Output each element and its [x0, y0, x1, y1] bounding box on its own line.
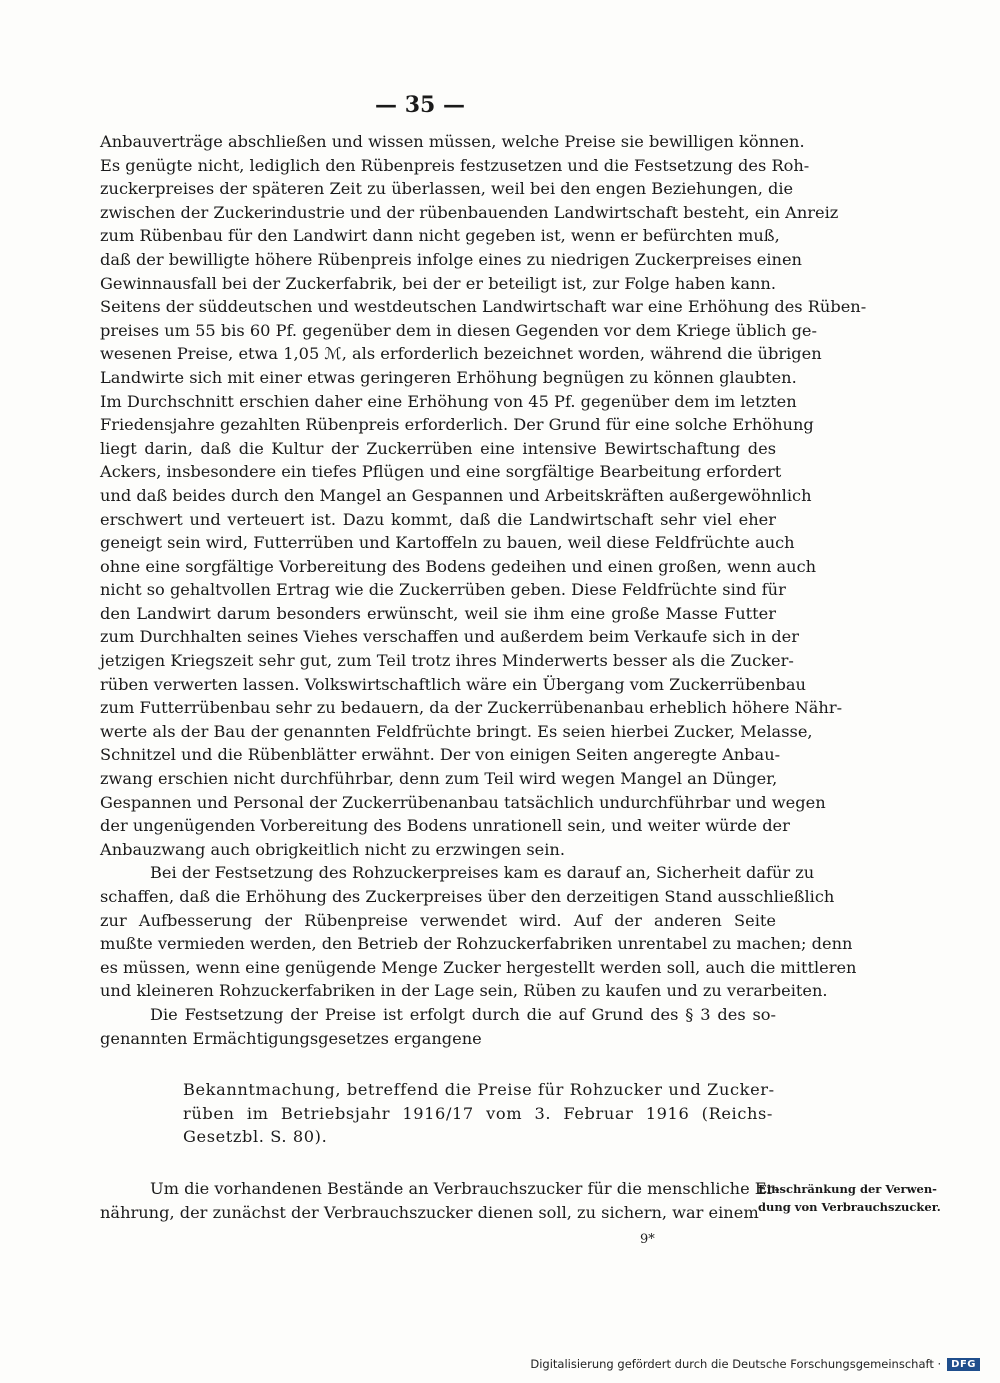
text-line: und daß beides durch den Mangel an Gespannen und Arbeitskräften außergewöhnlich: [100, 485, 812, 505]
text-line: Gewinnausfall bei der Zuckerfabrik, bei der er beteiligt ist, zur Folge haben kann.: [100, 273, 776, 293]
text-line: Anbauzwang auch obrigkeitlich nicht zu erzwingen sein.: [100, 839, 565, 859]
text-line: rüben im Betriebsjahr 1916/17 vom 3. Februar 1916 (Reichs-: [183, 1103, 773, 1123]
text-line: Friedensjahre gezahlten Rübenpreis erforderlich. Der Grund für eine solche Erhöhung: [100, 415, 814, 435]
text-line: werte als der Bau der genannten Feldfrüchte bringt. Es seien hierbei Zucker, Melasse,: [100, 721, 813, 741]
text-line: Die Festsetzung der Preise ist erfolgt durch die auf Grund des § 3 des so-: [150, 1004, 776, 1024]
sheet-signature: 9*: [640, 1232, 655, 1247]
body-text: [100, 130, 867, 1050]
text-line: zwischen der Zuckerindustrie und der rübenbauenden Landwirtschaft besteht, ein Anreiz: [100, 202, 839, 222]
text-line: daß der bewilligte höhere Rübenpreis infolge eines zu niedrigen Zuckerpreises einen: [100, 249, 802, 269]
text-line: Schnitzel und die Rübenblätter erwähnt. Der von einigen Seiten angeregte Anbau-: [100, 745, 781, 765]
text-line: und kleineren Rohzuckerfabriken in der Lage sein, Rüben zu kaufen und zu verarbeiten.: [100, 981, 828, 1001]
text-line: Im Durchschnitt erschien daher eine Erhöhung von 45 Pf. gegenüber dem im letzten: [100, 391, 797, 411]
page-number: — 35 —: [375, 92, 465, 118]
text-line: Bei der Festsetzung des Rohzuckerpreises kam es darauf an, Sicherheit dafür zu: [150, 863, 815, 883]
text-line: nährung, der zunächst der Verbrauchszucker dienen soll, zu sichern, war einem: [100, 1202, 759, 1222]
text-line: Ackers, insbesondere ein tiefes Pflügen und eine sorgfältige Bearbeitung erfordert: [100, 462, 782, 482]
paragraph-2: [100, 861, 857, 1003]
text-line: zum Rübenbau für den Landwirt dann nicht gegeben ist, wenn er befürchten muß,: [100, 226, 780, 246]
text-line: zuckerpreises der späteren Zeit zu überlassen, weil bei den engen Beziehungen, die: [100, 179, 794, 199]
margin-note-line: Einschränkung der Verwen-: [758, 1182, 937, 1196]
text-line: nicht so gehaltvollen Ertrag wie die Zuckerrüben geben. Diese Feldfrüchte sind für: [100, 580, 786, 600]
text-line: geneigt sein wird, Futterrüben und Kartoffeln zu bauen, weil diese Feldfrüchte auch: [100, 533, 795, 553]
text-line: Gespannen und Personal der Zuckerrübenanbau tatsächlich undurchführbar und wegen: [100, 792, 826, 812]
text-line: erschwert und verteuert ist. Dazu kommt, daß die Landwirtschaft sehr viel eher: [100, 509, 776, 529]
decree-citation: [183, 1078, 773, 1149]
text-line: ohne eine sorgfältige Vorbereitung des Bodens gedeihen und einen großen, wenn auch: [100, 556, 817, 576]
text-line: mußte vermieden werden, den Betrieb der Rohzuckerfabriken unrentabel zu machen; denn: [100, 934, 853, 954]
text-line: Landwirte sich mit einer etwas geringeren Erhöhung begnügen zu können glaubten.: [100, 367, 797, 387]
text-line: liegt darin, daß die Kultur der Zuckerrüben eine intensive Bewirtschaftung des: [100, 438, 776, 458]
paragraph-3: [100, 1003, 776, 1050]
text-line: schaffen, daß die Erhöhung des Zuckerpreises über den derzeitigen Stand ausschließlich: [100, 887, 835, 906]
paragraph-4: [100, 1177, 780, 1224]
text-line: zum Durchhalten seines Viehes verschaffen und außerdem beim Verkaufe sich in der: [100, 627, 799, 647]
paragraph-1: [100, 130, 867, 861]
text-line: genannten Ermächtigungsgesetzes ergangene: [100, 1028, 482, 1048]
text-line: zwang erschien nicht durchführbar, denn zum Teil wird wegen Mangel an Dünger,: [100, 769, 778, 789]
text-line: preises um 55 bis 60 Pf. gegenüber dem in diesen Gegenden vor dem Kriege üblich ge-: [100, 320, 817, 340]
text-line: wesenen Preise, etwa 1,05 ℳ, als erforderlich bezeichnet worden, während die übrigen: [100, 344, 822, 364]
text-line: Es genügte nicht, lediglich den Rübenpreis festzusetzen und die Festsetzung des Roh-: [100, 155, 810, 175]
text-line: Bekanntmachung, betreffend die Preise für Rohzucker und Zucker-: [183, 1080, 775, 1099]
footer: [0, 1355, 980, 1373]
footer-credit: Digitalisierung gefördert durch die Deutsche Forschungsgemeinschaft ·: [530, 1357, 942, 1371]
text-line: Anbauverträge abschließen und wissen müssen, welche Preise sie bewilligen können.: [100, 132, 805, 151]
text-line: jetzigen Kriegszeit sehr gut, zum Teil trotz ihres Minderwerts besser als die Zucker-: [100, 651, 794, 671]
text-line: Gesetzbl. S. 80).: [183, 1127, 328, 1147]
margin-note: [758, 1180, 941, 1216]
text-line: Seitens der süddeutschen und westdeutschen Landwirtschaft war eine Erhöhung des Rüben-: [100, 297, 867, 317]
dfg-logo-icon: DFG: [947, 1358, 980, 1371]
text-line: den Landwirt darum besonders erwünscht, weil sie ihm eine große Masse Futter: [100, 603, 776, 623]
margin-note-line: dung von Verbrauchszucker.: [758, 1200, 941, 1214]
text-line: rüben verwerten lassen. Volkswirtschaftlich wäre ein Übergang vom Zuckerrübenbau: [100, 674, 806, 694]
text-line: Um die vorhandenen Bestände an Verbrauchszucker für die menschliche Er-: [150, 1179, 780, 1198]
text-line: der ungenügenden Vorbereitung des Bodens unrationell sein, und weiter würde der: [100, 816, 790, 836]
text-line: zur Aufbesserung der Rübenpreise verwendet wird. Auf der anderen Seite: [100, 910, 776, 930]
text-line: zum Futterrübenbau sehr zu bedauern, da der Zuckerrübenanbau erheblich höhere Nähr-: [100, 698, 843, 718]
text-line: es müssen, wenn eine genügende Menge Zucker hergestellt werden soll, auch die mittleren: [100, 957, 857, 977]
